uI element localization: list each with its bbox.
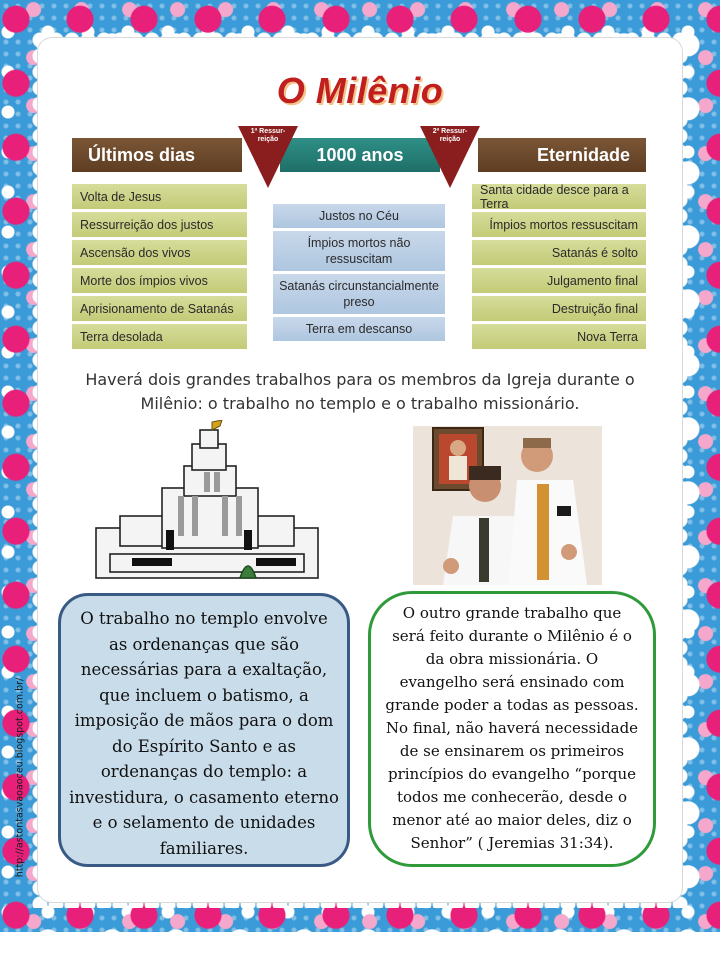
page-title: O Milênio [276,70,444,111]
list-item: Destruição final [472,296,646,321]
eternity-list [472,184,646,349]
list-item: Volta de Jesus [72,184,247,209]
thousand-years-list [273,204,445,341]
list-item: Satanás circunstancialmente preso [273,274,445,314]
list-item: Aprisionamento de Satanás [72,296,247,321]
missionary-work-bubble: O outro grande trabalho que será feito durante o Milênio é o da obra missionária. O evangelho será ensinado com grande poder a todas as pessoas. No final, não haverá necessidade de se ensinarem os primeiros princípios do evangelho “porque todos me conhecerão, desde o menor até ao maior deles, diz o Senhor” ( Jeremias 31:34). [368,591,656,867]
list-item: Ascensão dos vivos [72,240,247,265]
temple-illustration [92,420,324,588]
timeline-last-days-label: Últimos dias [88,144,196,165]
second-resurrection-label: 2ª Ressur-reição [432,128,468,143]
list-item: Terra em descanso [273,317,445,341]
list-item: Ressurreição dos justos [72,212,247,237]
list-item: Ímpios mortos ressuscitam [472,212,646,237]
timeline-last-days-header [72,138,242,172]
timeline-thousand-years-header [280,138,440,172]
intro-paragraph: Haverá dois grandes trabalhos para os membros da Igreja durante o Milênio: o trabalho no templo e o trabalho missionário. [85,370,635,413]
last-days-list [72,184,247,349]
list-item: Justos no Céu [273,204,445,228]
bottom-strip [0,932,720,960]
temple-work-bubble: O trabalho no templo envolve as ordenanças que são necessárias para a exaltação, que incluem o batismo, a imposição de mãos para o dom do Espírito Santo e as ordenanças do templo: a investidura, o casamento eterno e o selamento de unidades familiares. [58,593,350,867]
list-item: Satanás é solto [472,240,646,265]
list-item: Nova Terra [472,324,646,349]
list-item: Santa cidade desce para a Terra [472,184,646,209]
list-item: Terra desolada [72,324,247,349]
timeline-eternity-header [478,138,646,172]
blog-url-watermark: http://astontasvaoaoceu.blogspot.com.br/ [14,677,26,878]
list-item: Julgamento final [472,268,646,293]
first-resurrection-label: 1ª Ressur-reição [250,128,286,143]
list-item: Morte dos ímpios vivos [72,268,247,293]
timeline-eternity-label: Eternidade [536,144,630,165]
missionaries-photo [413,426,602,585]
list-item: Ímpios mortos não ressuscitam [273,231,445,271]
timeline-thousand-years-label: 1000 anos [316,144,404,165]
